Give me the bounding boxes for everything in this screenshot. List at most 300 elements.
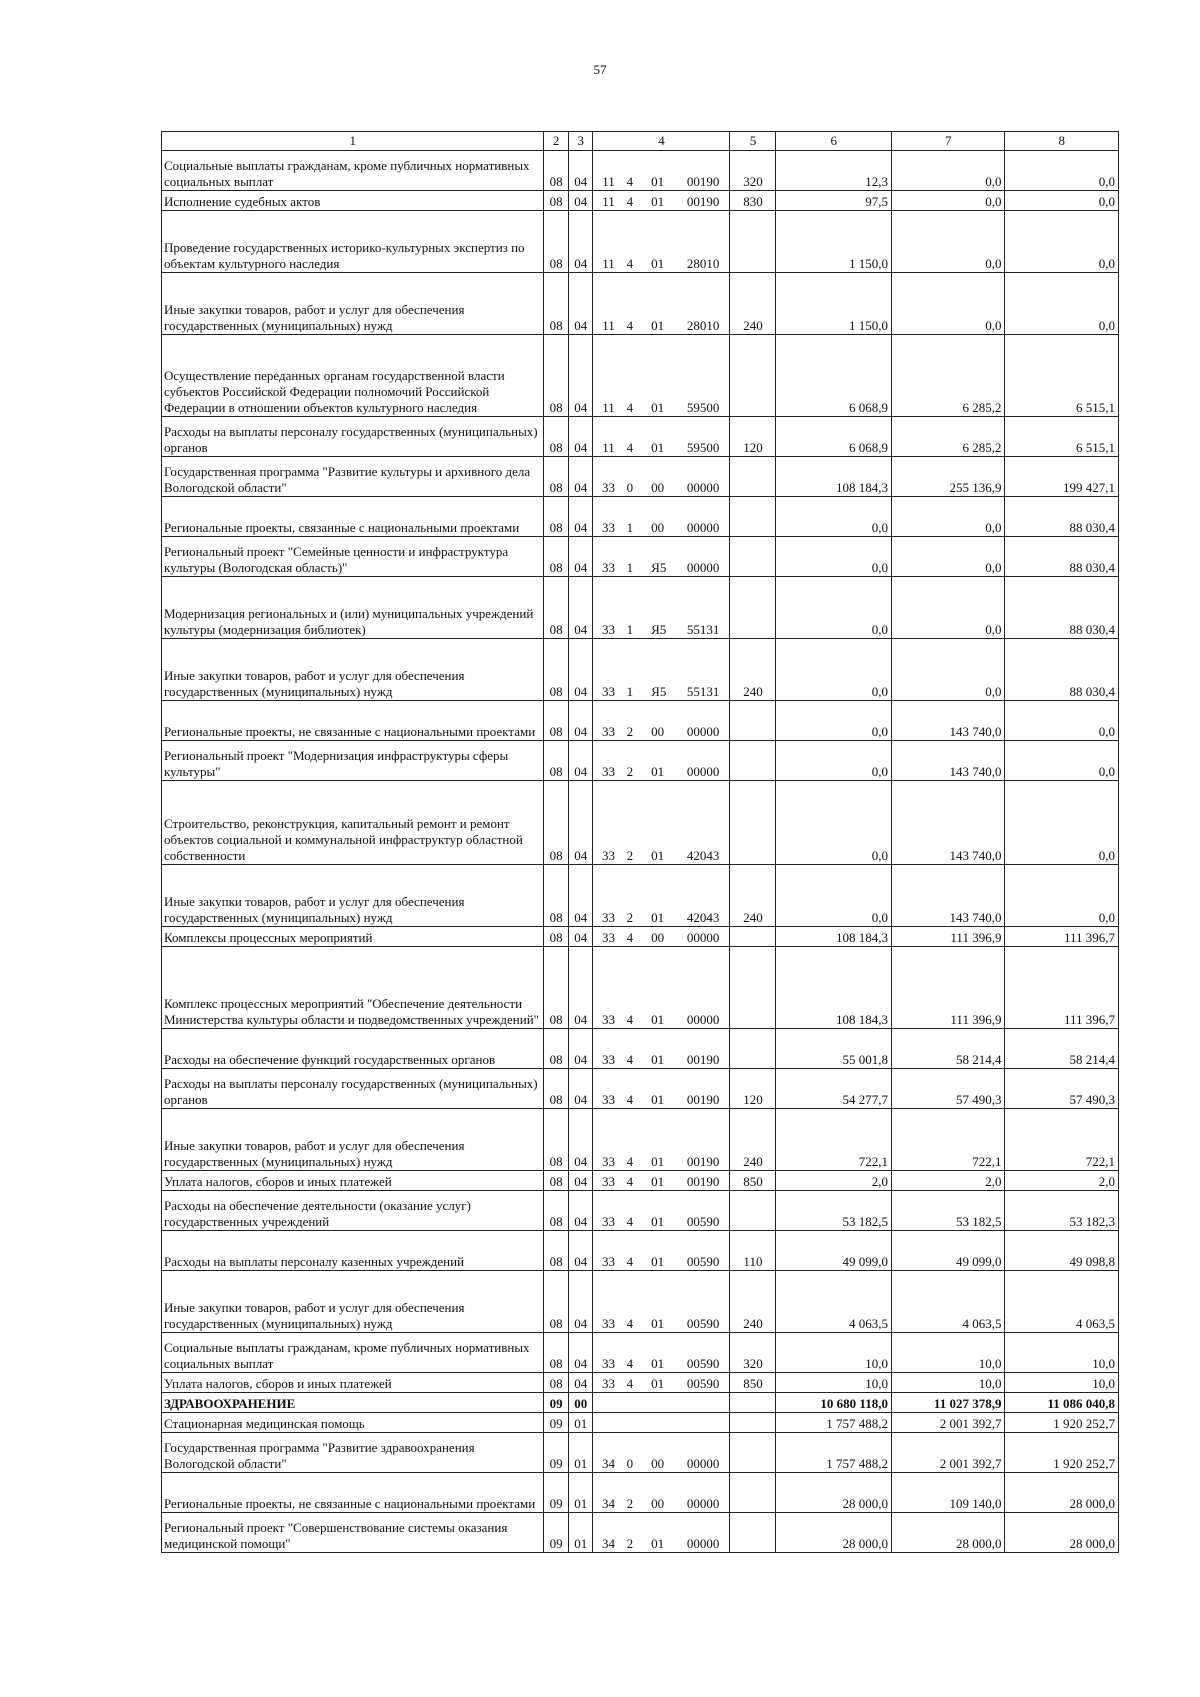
expense-type-code: 830	[730, 191, 776, 211]
amount-year-1: 55 001,8	[776, 1029, 892, 1069]
program-code: 11	[593, 151, 624, 191]
amount-year-3: 49 098,8	[1005, 1231, 1119, 1271]
header-cell: 2	[544, 132, 569, 151]
amount-year-3: 0,0	[1005, 741, 1119, 781]
program-code: 11	[593, 211, 624, 273]
subsection-code: 04	[568, 947, 593, 1029]
direction-code: 00190	[677, 191, 730, 211]
expense-type-code	[730, 1191, 776, 1231]
table-row	[162, 1393, 1119, 1413]
subprogram-code: 4	[624, 927, 649, 947]
project-code: 01	[648, 947, 677, 1029]
subsection-code: 04	[568, 1171, 593, 1191]
section-code: 08	[544, 151, 569, 191]
amount-year-3: 1 920 252,7	[1005, 1433, 1119, 1473]
direction-code: 42043	[677, 865, 730, 927]
program-code: 33	[593, 1333, 624, 1373]
direction-code: 00590	[677, 1333, 730, 1373]
project-code: 01	[648, 1373, 677, 1393]
amount-year-3: 4 063,5	[1005, 1271, 1119, 1333]
table-row	[162, 1413, 1119, 1433]
expense-type-code: 850	[730, 1373, 776, 1393]
table-row	[162, 191, 1119, 211]
program-code: 33	[593, 1109, 624, 1171]
program-code: 33	[593, 639, 624, 701]
amount-year-1: 108 184,3	[776, 457, 892, 497]
amount-year-3: 53 182,3	[1005, 1191, 1119, 1231]
amount-year-2: 6 285,2	[891, 335, 1004, 417]
direction-code: 59500	[677, 335, 730, 417]
amount-year-1: 0,0	[776, 701, 892, 741]
table-row	[162, 1333, 1119, 1373]
expense-type-code	[730, 457, 776, 497]
subprogram-code: 4	[624, 1191, 649, 1231]
subsection-code: 04	[568, 537, 593, 577]
amount-year-1: 0,0	[776, 781, 892, 865]
budget-table	[161, 131, 1119, 1553]
subprogram-code: 2	[624, 701, 649, 741]
section-code: 08	[544, 947, 569, 1029]
row-name: Строительство, реконструкция, капитальный ремонт и ремонт объектов социальной и коммунальной инфраструктур областной собственности	[162, 781, 544, 865]
program-code: 33	[593, 781, 624, 865]
amount-year-3: 10,0	[1005, 1373, 1119, 1393]
program-code: 34	[593, 1473, 624, 1513]
row-name: Региональный проект "Совершенствование системы оказания медицинской помощи"	[162, 1513, 544, 1553]
subsection-code: 04	[568, 151, 593, 191]
subprogram-code: 4	[624, 417, 649, 457]
amount-year-1: 2,0	[776, 1171, 892, 1191]
program-code: 33	[593, 1029, 624, 1069]
amount-year-3: 0,0	[1005, 781, 1119, 865]
subsection-code: 04	[568, 1373, 593, 1393]
table-row	[162, 1109, 1119, 1171]
program-code: 33	[593, 1171, 624, 1191]
program-code: 33	[593, 927, 624, 947]
amount-year-2: 143 740,0	[891, 741, 1004, 781]
direction-code: 00000	[677, 537, 730, 577]
amount-year-1: 0,0	[776, 741, 892, 781]
program-code: 33	[593, 457, 624, 497]
direction-code: 28010	[677, 211, 730, 273]
amount-year-2: 0,0	[891, 639, 1004, 701]
direction-code: 55131	[677, 639, 730, 701]
expense-type-code	[730, 1513, 776, 1553]
amount-year-1: 108 184,3	[776, 927, 892, 947]
expense-type-code	[730, 211, 776, 273]
table-row	[162, 1069, 1119, 1109]
amount-year-2: 58 214,4	[891, 1029, 1004, 1069]
program-code: 11	[593, 417, 624, 457]
subsection-code: 04	[568, 741, 593, 781]
direction-code: 00000	[677, 1433, 730, 1473]
row-name: Социальные выплаты гражданам, кроме публичных нормативных социальных выплат	[162, 1333, 544, 1373]
page-number: 57	[593, 62, 607, 77]
subprogram-code	[624, 1393, 649, 1413]
direction-code: 00000	[677, 1513, 730, 1553]
amount-year-3: 0,0	[1005, 865, 1119, 927]
subsection-code: 04	[568, 577, 593, 639]
direction-code: 00000	[677, 457, 730, 497]
amount-year-2: 0,0	[891, 273, 1004, 335]
subprogram-code: 4	[624, 947, 649, 1029]
amount-year-1: 6 068,9	[776, 417, 892, 457]
section-code: 08	[544, 1029, 569, 1069]
subsection-code: 04	[568, 417, 593, 457]
row-name: Социальные выплаты гражданам, кроме публичных нормативных социальных выплат	[162, 151, 544, 191]
subprogram-code: 4	[624, 273, 649, 335]
amount-year-1: 4 063,5	[776, 1271, 892, 1333]
direction-code: 00000	[677, 927, 730, 947]
subprogram-code: 4	[624, 1333, 649, 1373]
section-code: 08	[544, 927, 569, 947]
subprogram-code: 2	[624, 741, 649, 781]
row-name: Расходы на обеспечение функций государственных органов	[162, 1029, 544, 1069]
table-row	[162, 537, 1119, 577]
amount-year-1: 28 000,0	[776, 1513, 892, 1553]
table-row	[162, 1373, 1119, 1393]
table-row	[162, 701, 1119, 741]
subprogram-code	[624, 1413, 649, 1433]
expense-type-code: 240	[730, 865, 776, 927]
subsection-code: 04	[568, 781, 593, 865]
amount-year-2: 10,0	[891, 1333, 1004, 1373]
subprogram-code: 2	[624, 865, 649, 927]
direction-code: 00190	[677, 1069, 730, 1109]
amount-year-1: 10 680 118,0	[776, 1393, 892, 1413]
expense-type-code	[730, 1473, 776, 1513]
amount-year-3: 6 515,1	[1005, 417, 1119, 457]
program-code: 11	[593, 191, 624, 211]
amount-year-3: 2,0	[1005, 1171, 1119, 1191]
row-name: Иные закупки товаров, работ и услуг для обеспечения государственных (муниципальных) нужд	[162, 273, 544, 335]
amount-year-1: 53 182,5	[776, 1191, 892, 1231]
project-code: Я5	[648, 537, 677, 577]
amount-year-3: 88 030,4	[1005, 497, 1119, 537]
subprogram-code: 4	[624, 151, 649, 191]
program-code: 33	[593, 497, 624, 537]
direction-code: 28010	[677, 273, 730, 335]
amount-year-1: 1 757 488,2	[776, 1413, 892, 1433]
row-name: Модернизация региональных и (или) муниципальных учреждений культуры (модернизация библиотек)	[162, 577, 544, 639]
amount-year-3: 10,0	[1005, 1333, 1119, 1373]
program-code: 33	[593, 1191, 624, 1231]
amount-year-3: 1 920 252,7	[1005, 1413, 1119, 1433]
program-code: 33	[593, 741, 624, 781]
amount-year-1: 1 150,0	[776, 211, 892, 273]
project-code: 01	[648, 335, 677, 417]
project-code	[648, 1413, 677, 1433]
subsection-code: 01	[568, 1513, 593, 1553]
section-code: 08	[544, 741, 569, 781]
row-name: Государственная программа "Развитие здравоохранения Вологодской области"	[162, 1433, 544, 1473]
header-cell: 1	[162, 132, 544, 151]
direction-code: 00000	[677, 701, 730, 741]
amount-year-3: 0,0	[1005, 273, 1119, 335]
table-row	[162, 781, 1119, 865]
direction-code: 00000	[677, 497, 730, 537]
amount-year-3: 0,0	[1005, 151, 1119, 191]
amount-year-2: 0,0	[891, 537, 1004, 577]
amount-year-1: 10,0	[776, 1373, 892, 1393]
table-row	[162, 417, 1119, 457]
header-cell: 7	[891, 132, 1004, 151]
direction-code: 00590	[677, 1271, 730, 1333]
table-row	[162, 741, 1119, 781]
program-code: 33	[593, 1069, 624, 1109]
project-code: Я5	[648, 577, 677, 639]
project-code: 01	[648, 417, 677, 457]
amount-year-1: 10,0	[776, 1333, 892, 1373]
subprogram-code: 4	[624, 1109, 649, 1171]
project-code: 00	[648, 457, 677, 497]
expense-type-code: 240	[730, 273, 776, 335]
amount-year-2: 28 000,0	[891, 1513, 1004, 1553]
amount-year-1: 0,0	[776, 537, 892, 577]
section-code: 09	[544, 1473, 569, 1513]
expense-type-code: 110	[730, 1231, 776, 1271]
direction-code: 00000	[677, 947, 730, 1029]
section-code: 09	[544, 1433, 569, 1473]
amount-year-1: 49 099,0	[776, 1231, 892, 1271]
expense-type-code	[730, 741, 776, 781]
direction-code: 00000	[677, 1473, 730, 1513]
amount-year-1: 12,3	[776, 151, 892, 191]
section-code: 08	[544, 1069, 569, 1109]
row-name: Уплата налогов, сборов и иных платежей	[162, 1171, 544, 1191]
table-row	[162, 927, 1119, 947]
project-code: 01	[648, 1069, 677, 1109]
amount-year-2: 53 182,5	[891, 1191, 1004, 1231]
amount-year-3: 58 214,4	[1005, 1029, 1119, 1069]
amount-year-2: 109 140,0	[891, 1473, 1004, 1513]
direction-code: 00190	[677, 151, 730, 191]
subsection-code: 01	[568, 1473, 593, 1513]
subprogram-code: 4	[624, 1029, 649, 1069]
row-name: Осуществление переданных органам государственной власти субъектов Российской Федерации полномочий Российской Федерации в отношении объектов культурного наследия	[162, 335, 544, 417]
amount-year-3: 88 030,4	[1005, 639, 1119, 701]
table-row	[162, 497, 1119, 537]
expense-type-code	[730, 701, 776, 741]
expense-type-code	[730, 497, 776, 537]
project-code: 00	[648, 1473, 677, 1513]
project-code	[648, 1393, 677, 1413]
subprogram-code: 1	[624, 537, 649, 577]
subsection-code: 04	[568, 701, 593, 741]
table-row	[162, 1473, 1119, 1513]
row-name: Комплекс процессных мероприятий "Обеспечение деятельности Министерства культуры области и подведомственных учреждений"	[162, 947, 544, 1029]
amount-year-3: 88 030,4	[1005, 577, 1119, 639]
program-code: 33	[593, 1271, 624, 1333]
amount-year-2: 143 740,0	[891, 865, 1004, 927]
amount-year-2: 143 740,0	[891, 701, 1004, 741]
project-code: 00	[648, 1433, 677, 1473]
amount-year-1: 0,0	[776, 577, 892, 639]
header-cell: 6	[776, 132, 892, 151]
row-name: Региональные проекты, связанные с национальными проектами	[162, 497, 544, 537]
section-code: 08	[544, 335, 569, 417]
amount-year-2: 0,0	[891, 191, 1004, 211]
table-row	[162, 639, 1119, 701]
amount-year-2: 2 001 392,7	[891, 1433, 1004, 1473]
amount-year-1: 0,0	[776, 497, 892, 537]
amount-year-2: 4 063,5	[891, 1271, 1004, 1333]
header-cell: 3	[568, 132, 593, 151]
subsection-code: 04	[568, 1231, 593, 1271]
expense-type-code	[730, 1413, 776, 1433]
table-row	[162, 211, 1119, 273]
program-code: 34	[593, 1513, 624, 1553]
program-code	[593, 1413, 624, 1433]
subprogram-code: 2	[624, 781, 649, 865]
section-code: 08	[544, 1191, 569, 1231]
section-code: 08	[544, 701, 569, 741]
amount-year-1: 1 150,0	[776, 273, 892, 335]
row-name: Региональные проекты, не связанные с национальными проектами	[162, 701, 544, 741]
row-name: Региональный проект "Семейные ценности и инфраструктура культуры (Вологодская область)"	[162, 537, 544, 577]
table-row	[162, 947, 1119, 1029]
amount-year-3: 57 490,3	[1005, 1069, 1119, 1109]
project-code: 00	[648, 701, 677, 741]
project-code: 01	[648, 1231, 677, 1271]
row-name: Государственная программа "Развитие культуры и архивного дела Вологодской области"	[162, 457, 544, 497]
amount-year-3: 0,0	[1005, 701, 1119, 741]
direction-code: 00190	[677, 1029, 730, 1069]
amount-year-3: 6 515,1	[1005, 335, 1119, 417]
amount-year-2: 143 740,0	[891, 781, 1004, 865]
section-code: 08	[544, 639, 569, 701]
section-code: 08	[544, 865, 569, 927]
subsection-code: 04	[568, 457, 593, 497]
direction-code: 00190	[677, 1171, 730, 1191]
program-code: 11	[593, 273, 624, 335]
subsection-code: 04	[568, 1191, 593, 1231]
amount-year-3: 28 000,0	[1005, 1473, 1119, 1513]
subsection-code: 04	[568, 865, 593, 927]
subsection-code: 04	[568, 1029, 593, 1069]
expense-type-code	[730, 1393, 776, 1413]
amount-year-2: 111 396,9	[891, 947, 1004, 1029]
section-code: 08	[544, 577, 569, 639]
direction-code: 00590	[677, 1373, 730, 1393]
subsection-code: 04	[568, 1333, 593, 1373]
direction-code	[677, 1393, 730, 1413]
table-row	[162, 1433, 1119, 1473]
project-code: 01	[648, 1513, 677, 1553]
amount-year-2: 0,0	[891, 577, 1004, 639]
table-row	[162, 457, 1119, 497]
subsection-code: 04	[568, 191, 593, 211]
program-code	[593, 1393, 624, 1413]
amount-year-2: 10,0	[891, 1373, 1004, 1393]
table-row	[162, 151, 1119, 191]
amount-year-1: 0,0	[776, 639, 892, 701]
row-name: ЗДРАВООХРАНЕНИЕ	[162, 1393, 544, 1413]
program-code: 33	[593, 537, 624, 577]
row-name: Расходы на выплаты персоналу государственных (муниципальных) органов	[162, 1069, 544, 1109]
amount-year-2: 2 001 392,7	[891, 1413, 1004, 1433]
row-name: Исполнение судебных актов	[162, 191, 544, 211]
section-code: 08	[544, 457, 569, 497]
project-code: 01	[648, 1191, 677, 1231]
row-name: Иные закупки товаров, работ и услуг для обеспечения государственных (муниципальных) нужд	[162, 639, 544, 701]
subsection-code: 04	[568, 1069, 593, 1109]
table-row	[162, 1513, 1119, 1553]
row-name: Иные закупки товаров, работ и услуг для обеспечения государственных (муниципальных) нужд	[162, 1109, 544, 1171]
table-row	[162, 273, 1119, 335]
project-code: 01	[648, 781, 677, 865]
amount-year-2: 722,1	[891, 1109, 1004, 1171]
section-code: 08	[544, 1271, 569, 1333]
expense-type-code: 240	[730, 1109, 776, 1171]
direction-code: 55131	[677, 577, 730, 639]
subsection-code: 04	[568, 639, 593, 701]
amount-year-2: 11 027 378,9	[891, 1393, 1004, 1413]
section-code: 08	[544, 1231, 569, 1271]
amount-year-3: 0,0	[1005, 191, 1119, 211]
subsection-code: 04	[568, 927, 593, 947]
amount-year-3: 199 427,1	[1005, 457, 1119, 497]
expense-type-code: 120	[730, 1069, 776, 1109]
amount-year-1: 1 757 488,2	[776, 1433, 892, 1473]
row-name: Иные закупки товаров, работ и услуг для обеспечения государственных (муниципальных) нужд	[162, 1271, 544, 1333]
project-code: 01	[648, 865, 677, 927]
subprogram-code: 4	[624, 1373, 649, 1393]
direction-code: 00590	[677, 1231, 730, 1271]
row-name: Уплата налогов, сборов и иных платежей	[162, 1373, 544, 1393]
table-row	[162, 1171, 1119, 1191]
subprogram-code: 4	[624, 1231, 649, 1271]
row-name: Иные закупки товаров, работ и услуг для обеспечения государственных (муниципальных) нужд	[162, 865, 544, 927]
program-code: 33	[593, 1373, 624, 1393]
subsection-code: 01	[568, 1413, 593, 1433]
amount-year-3: 111 396,7	[1005, 947, 1119, 1029]
program-code: 33	[593, 701, 624, 741]
expense-type-code	[730, 335, 776, 417]
amount-year-2: 2,0	[891, 1171, 1004, 1191]
row-name: Проведение государственных историко-культурных экспертиз по объектам культурного наследия	[162, 211, 544, 273]
direction-code: 59500	[677, 417, 730, 457]
project-code: 01	[648, 211, 677, 273]
amount-year-3: 722,1	[1005, 1109, 1119, 1171]
amount-year-3: 11 086 040,8	[1005, 1393, 1119, 1413]
direction-code: 00590	[677, 1191, 730, 1231]
section-code: 08	[544, 1373, 569, 1393]
direction-code: 00190	[677, 1109, 730, 1171]
subprogram-code: 0	[624, 457, 649, 497]
amount-year-3: 0,0	[1005, 211, 1119, 273]
subprogram-code: 2	[624, 1473, 649, 1513]
subsection-code: 04	[568, 497, 593, 537]
row-name: Комплексы процессных мероприятий	[162, 927, 544, 947]
section-code: 09	[544, 1413, 569, 1433]
project-code: 01	[648, 1333, 677, 1373]
subprogram-code: 4	[624, 1271, 649, 1333]
section-code: 09	[544, 1393, 569, 1413]
subprogram-code: 4	[624, 1171, 649, 1191]
amount-year-1: 108 184,3	[776, 947, 892, 1029]
direction-code: 00000	[677, 741, 730, 781]
section-code: 08	[544, 1171, 569, 1191]
subsection-code: 04	[568, 211, 593, 273]
expense-type-code	[730, 947, 776, 1029]
amount-year-1: 0,0	[776, 865, 892, 927]
row-name: Региональные проекты, не связанные с национальными проектами	[162, 1473, 544, 1513]
program-code: 11	[593, 335, 624, 417]
amount-year-1: 97,5	[776, 191, 892, 211]
subsection-code: 04	[568, 1109, 593, 1171]
table-row	[162, 335, 1119, 417]
header-cell: 8	[1005, 132, 1119, 151]
